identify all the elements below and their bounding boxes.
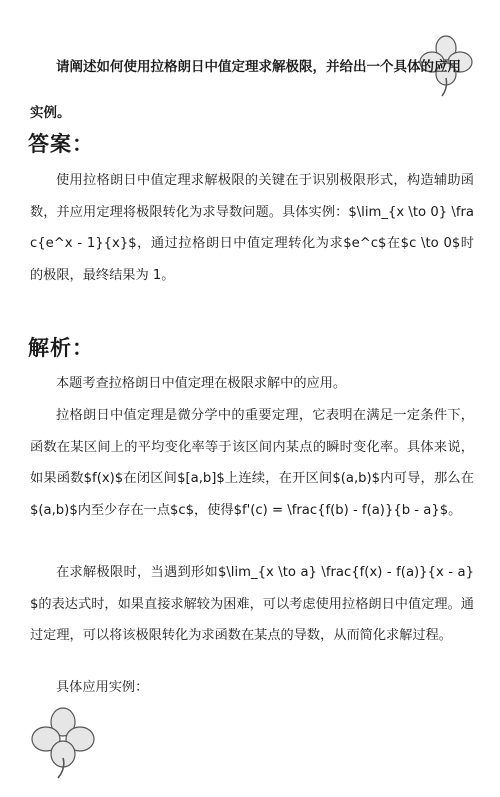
answer-text: 使用拉格朗日中值定理求解极限的关键在于识别极限形式，构造辅助函数，并应用定理将极限转化为求导数问题。具体实例：$\lim_{x \to 0} \frac{e^x - 1}{x}$，通过拉格朗日中值定理转化为求$e^c$在$c \to 0$时的极限，最终结果为 1。 — [30, 173, 474, 283]
analysis-paragraph: 拉格朗日中值定理是微分学中的重要定理，它表明在满足一定条件下，函数在某区间上的平均变化率等于该区间内某点的瞬时变化率。具体来说，如果函数$f(x)$在闭区间$[a,b]$上连续，在开区间$(a,b)$内可导，那么在$(a,b)$内至少存在一点$c$，使得$f'(c) = \frac{f(b) - f(a)}{b - a}$。 — [30, 408, 474, 518]
analysis-paragraph: 具体应用实例： — [56, 680, 149, 695]
analysis-paragraph: 在求解极限时，当遇到形如$\lim_{x \to a} \frac{f(x) - f(a)}{x - a}$的表达式时，如果直接求解较为困难，可以考虑使用拉格朗日中值定理。通过定理，可以将该极限转化为求函数在某点的导数，从而简化求解过程。 — [30, 565, 474, 643]
clover-icon — [30, 706, 96, 780]
answer-heading: 答案： — [28, 132, 94, 156]
analysis-heading: 解析： — [28, 336, 94, 360]
question-text: 请阐述如何使用拉格朗日中值定理求解极限，并给出一个具体的应用实例。 — [30, 59, 461, 121]
analysis-paragraph: 本题考查拉格朗日中值定理在极限求解中的应用。 — [56, 376, 347, 391]
